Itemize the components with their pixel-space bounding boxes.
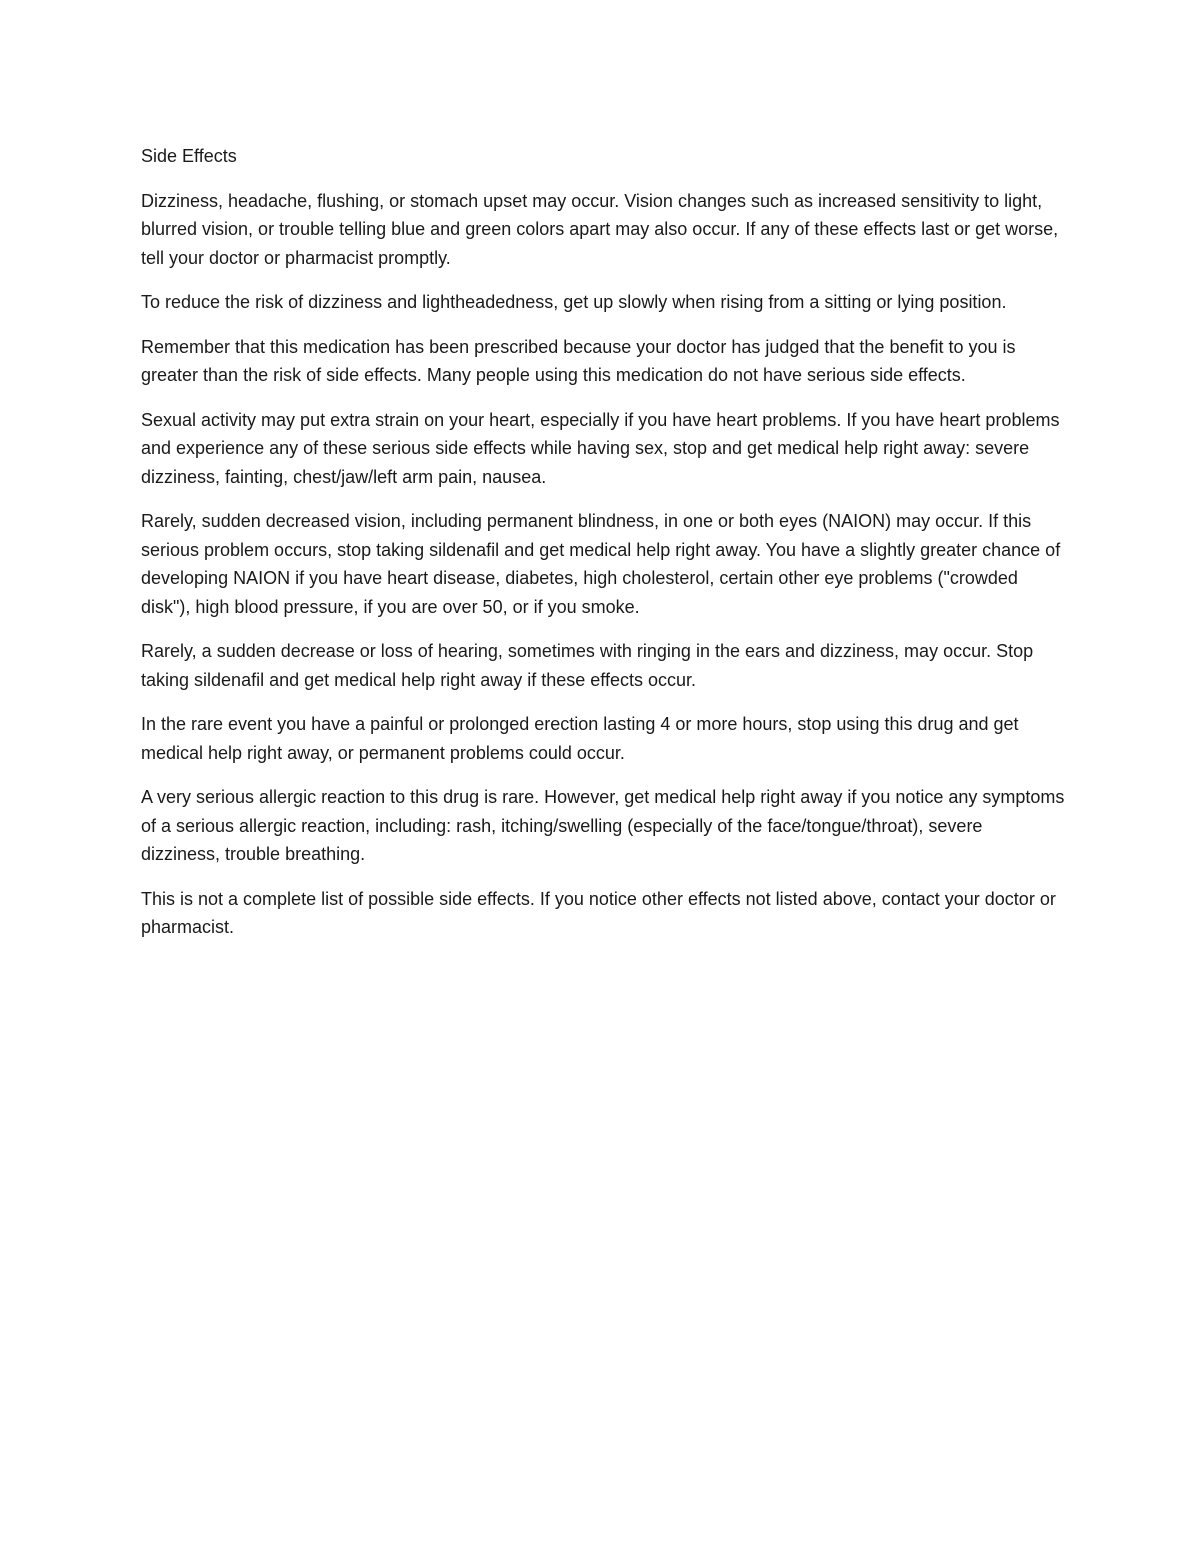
paragraph-incomplete-list: This is not a complete list of possible side effects. If you notice other effects not listed above, contact your doctor or pharmacist.: [141, 888, 1056, 937]
paragraph-allergic-reaction: A very serious allergic reaction to this drug is rare. However, get medical help right away if you notice any symptoms of a serious allergic reaction, including: rash, itching/swelling (especially of the face/tongue/throat), severe dizziness, trouble breathing.: [141, 787, 1065, 864]
paragraph-lightheadedness: To reduce the risk of dizziness and lightheadedness, get up slowly when rising from a sitting or lying position.: [141, 292, 1007, 312]
paragraph-dizziness: Dizziness, headache, flushing, or stomach upset may occur. Vision changes such as increased sensitivity to light, blurred vision, or trouble telling blue and green colors apart may also occur. If any of these effects last or get worse, tell your doctor or pharmacist promptly.: [141, 190, 1059, 268]
paragraph-benefit: Remember that this medication has been prescribed because your doctor has judged that the benefit to you is greater than the risk of side effects. Many people using this medication do not have serious side effects.: [141, 336, 1016, 385]
paragraph-hearing: Rarely, a sudden decrease or loss of hearing, sometimes with ringing in the ears and dizziness, may occur. Stop taking sildenafil and get medical help right away if these effects occur.: [141, 641, 1034, 690]
document-body: [141, 142, 1066, 958]
paragraph-sexual-activity: Sexual activity may put extra strain on your heart, especially if you have heart problems. If you have heart problems and experience any of these serious side effects while having sex, stop and get medical help right away: severe dizziness, fainting, chest/jaw/left arm pain, nausea.: [141, 409, 1060, 487]
section-heading: Side Effects: [141, 146, 237, 166]
paragraph-erection: In the rare event you have a painful or prolonged erection lasting 4 or more hours, stop using this drug and get medical help right away, or permanent problems could occur.: [141, 714, 1019, 763]
paragraph-naion: Rarely, sudden decreased vision, including permanent blindness, in one or both eyes (NAION) may occur. If this serious problem occurs, stop taking sildenafil and get medical help right away. You have a slightly greater chance of developing NAION if you have heart disease, diabetes, high cholesterol, certain other eye problems ("crowded disk"), high blood pressure, if you are over 50, or if you smoke.: [141, 511, 1061, 617]
